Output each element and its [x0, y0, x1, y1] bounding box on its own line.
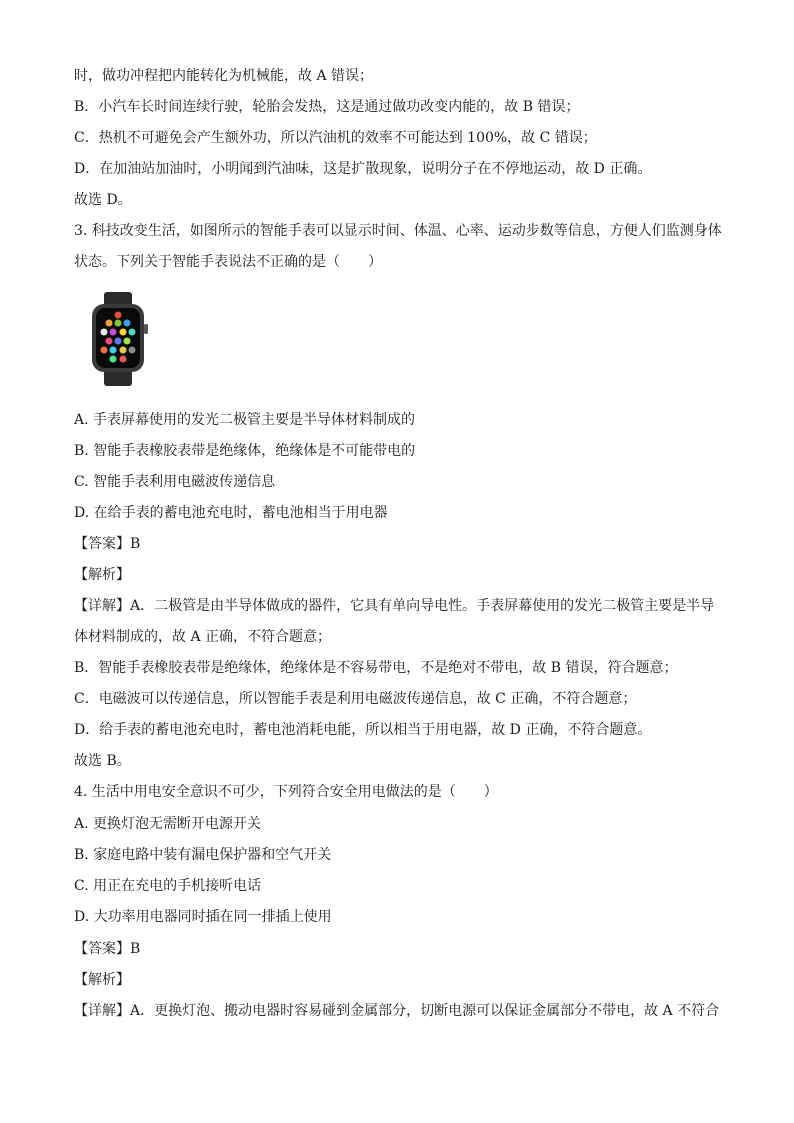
q3-option-c: C. 智能手表利用电磁波传递信息 — [74, 474, 276, 490]
q4-stem: 4. 生活中用电安全意识不可少，下列符合安全用电做法的是（ ） — [74, 784, 498, 800]
watch-app-icon — [124, 320, 131, 327]
watch-app-icon — [129, 329, 136, 336]
q3-stem-line2: 状态。下列关于智能手表说法不正确的是（ ） — [74, 254, 382, 270]
q4-option-c: C. 用正在充电的手机接听电话 — [74, 878, 262, 894]
smartwatch-image — [86, 292, 150, 386]
q4-option-d: D. 大功率用电器同时插在同一排插上使用 — [74, 909, 332, 925]
q2-analysis-line-d: D．在加油站加油时，小明闻到汽油味，这是扩散现象，说明分子在不停地运动，故 D 正确。 — [74, 161, 652, 177]
watch-crown — [144, 324, 148, 334]
watch-app-icon — [115, 338, 122, 345]
q3-option-b: B. 智能手表橡胶表带是绝缘体，绝缘体是不可能带电的 — [74, 443, 416, 459]
q3-detail-d: D．给手表的蓄电池充电时，蓄电池消耗电能，所以相当于用电器，故 D 正确，不符合题意。 — [74, 722, 652, 738]
watch-app-icon — [115, 320, 122, 327]
watch-app-icon — [120, 347, 127, 354]
watch-app-icon — [120, 329, 127, 336]
q3-option-d: D. 在给手表的蓄电池充电时，蓄电池相当于用电器 — [74, 505, 388, 521]
q4-option-a: A. 更换灯泡无需断开电源开关 — [74, 816, 262, 832]
q2-analysis-line-c: C．热机不可避免会产生额外功，所以汽油机的效率不可能达到 100%，故 C 错误； — [74, 130, 597, 146]
watch-app-icon — [106, 320, 113, 327]
watch-app-icon — [129, 347, 136, 354]
q3-answer: 【答案】B — [74, 536, 141, 552]
q3-stem-line1: 3. 科技改变生活，如图所示的智能手表可以显示时间、体温、心率、运动步数等信息，方便人们监测身体 — [74, 223, 722, 239]
watch-app-icon — [101, 329, 108, 336]
watch-app-icon — [120, 356, 127, 363]
watch-app-icon — [101, 347, 108, 354]
q3-detail-line2: 体材料制成的，故 A 正确，不符合题意； — [74, 629, 332, 645]
q3-detail-c: C．电磁波可以传递信息，所以智能手表是利用电磁波传递信息，故 C 正确，不符合题意； — [74, 691, 637, 707]
q3-analysis-heading: 【解析】 — [74, 567, 130, 583]
watch-app-icon — [124, 338, 131, 345]
q3-choose: 故选 B。 — [74, 753, 131, 769]
q2-choose: 故选 D。 — [74, 192, 132, 208]
q2-analysis-line-b: B．小汽车长时间连续行驶，轮胎会发热，这是通过做功改变内能的，故 B 错误； — [74, 99, 580, 115]
q4-detail-line1: 【详解】A．更换灯泡、搬动电器时容易碰到金属部分，切断电源可以保证金属部分不带电，故 A 不符合 — [74, 1003, 720, 1019]
q4-answer: 【答案】B — [74, 941, 141, 957]
q4-analysis-heading: 【解析】 — [74, 972, 130, 988]
watch-app-icon — [110, 329, 117, 336]
watch-app-icon — [106, 338, 113, 345]
watch-app-icon — [110, 347, 117, 354]
q3-option-a: A. 手表屏幕使用的发光二极管主要是半导体材料制成的 — [74, 412, 416, 428]
watch-app-icon — [110, 356, 117, 363]
q4-option-b: B. 家庭电路中装有漏电保护器和空气开关 — [74, 847, 332, 863]
watch-app-icon — [115, 312, 122, 319]
q3-detail-line1: 【详解】A．二极管是由半导体做成的器件，它具有单向导电性。手表屏幕使用的发光二极管主要是半导 — [74, 598, 715, 614]
q3-detail-b: B．智能手表橡胶表带是绝缘体，绝缘体是不容易带电，不是绝对不带电，故 B 错误，符合题意； — [74, 660, 678, 676]
q2-analysis-line-a: 时，做功冲程把内能转化为机械能，故 A 错误； — [74, 68, 374, 84]
